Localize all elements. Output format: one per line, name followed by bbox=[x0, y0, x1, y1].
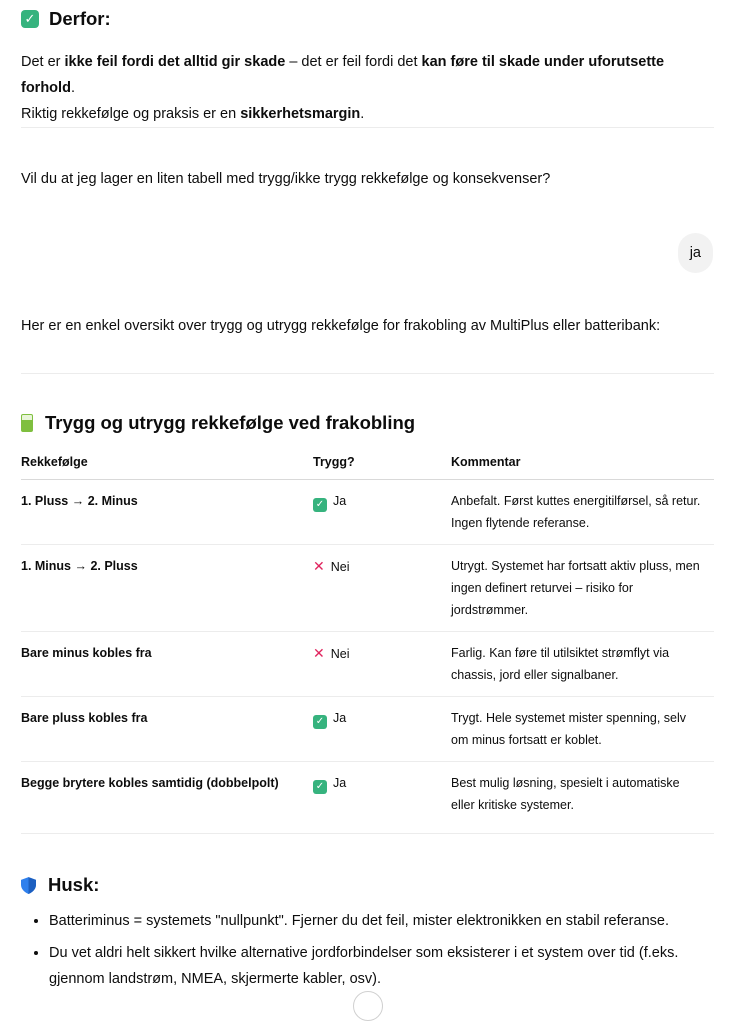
cross-mark-icon: ✕ bbox=[313, 645, 325, 661]
header-safe: Trygg? bbox=[313, 451, 451, 480]
derfor-line-2 bbox=[21, 101, 714, 127]
table-section bbox=[21, 412, 714, 826]
assistant-intro: Her er en enkel oversikt over trygg og utrygg rekkefølge for frakobling av MultiPlus eller batteribank: bbox=[21, 318, 661, 334]
divider bbox=[21, 373, 714, 374]
cell-comment: Trygt. Hele systemet mister spenning, selv om minus fortsatt er koblet. bbox=[451, 697, 714, 762]
cell-order: 1. Minus → 2. Pluss bbox=[21, 545, 313, 632]
header-order: Rekkefølge bbox=[21, 451, 313, 480]
safe-label: Ja bbox=[333, 776, 347, 790]
cell-safe bbox=[313, 697, 451, 762]
husk-list bbox=[21, 908, 714, 992]
list-item: • Du vet aldri helt sikkert hvilke alternative jordforbindelser som eksisterer i et system over tid (f.eks. gjennom landstrøm, NMEA, skjermerte kabler, osv). bbox=[49, 940, 714, 992]
derfor-heading bbox=[21, 8, 714, 30]
cell-comment: Anbefalt. Først kuttes energitilførsel, så retur. Ingen flytende referanse. bbox=[451, 480, 714, 545]
table-row bbox=[21, 632, 714, 697]
cross-mark-icon: ✕ bbox=[313, 558, 325, 574]
divider bbox=[21, 127, 714, 128]
check-mark-icon: ✓ bbox=[21, 10, 39, 28]
safe-label: Nei bbox=[330, 647, 350, 661]
husk-title: Husk: bbox=[48, 874, 100, 895]
bold-span: ikke feil fordi det alltid gir skade bbox=[64, 54, 286, 70]
derfor-title: Derfor: bbox=[49, 8, 111, 29]
safe-label: Ja bbox=[333, 494, 347, 508]
text-span: Det er bbox=[21, 54, 65, 70]
cell-safe bbox=[313, 762, 451, 827]
assistant-question: Vil du at jeg lager en liten tabell med trygg/ikke trygg rekkefølge og konsekvenser? bbox=[21, 171, 551, 187]
text-span: – det er feil fordi det bbox=[285, 54, 422, 70]
cell-order: Begge brytere kobles samtidig (dobbelpolt) bbox=[21, 776, 279, 790]
cell-order: 1. Pluss → 2. Minus bbox=[21, 480, 313, 545]
divider bbox=[21, 833, 714, 834]
check-mark-icon: ✓ bbox=[313, 715, 327, 729]
text-span: . bbox=[70, 80, 75, 96]
cell-safe bbox=[313, 632, 451, 697]
table-header-row bbox=[21, 451, 714, 480]
header-comment: Kommentar bbox=[451, 451, 714, 480]
check-mark-icon: ✓ bbox=[313, 780, 327, 794]
cell-comment: Utrygt. Systemet har fortsatt aktiv pluss, men ingen definert returvei – risiko for jordstrømmer. bbox=[451, 545, 714, 632]
cell-safe bbox=[313, 545, 451, 632]
user-message-bubble: ja bbox=[678, 233, 713, 273]
check-mark-icon: ✓ bbox=[313, 498, 327, 512]
table-row bbox=[21, 762, 714, 827]
cell-order: Bare pluss kobles fra bbox=[21, 697, 313, 762]
derfor-section bbox=[21, 8, 714, 127]
list-item: • Batteriminus = systemets "nullpunkt". Fjerner du det feil, mister elektronikken en stabil referanse. bbox=[49, 908, 714, 934]
cell-safe bbox=[313, 480, 451, 545]
text-span: . bbox=[360, 106, 365, 122]
shield-icon bbox=[21, 877, 36, 894]
safe-label: Ja bbox=[333, 711, 347, 725]
battery-icon bbox=[21, 414, 33, 432]
text-span: Riktig rekkefølge og praksis er en bbox=[21, 106, 241, 122]
safety-table bbox=[21, 451, 714, 826]
husk-heading bbox=[21, 874, 714, 896]
husk-section bbox=[21, 874, 714, 998]
cell-order: Bare minus kobles fra bbox=[21, 632, 313, 697]
table-row bbox=[21, 545, 714, 632]
bold-span: sikkerhetsmargin bbox=[240, 106, 361, 122]
table-heading bbox=[21, 412, 714, 434]
cell-comment: Farlig. Kan føre til utilsiktet strømflyt via chassis, jord eller signalbaner. bbox=[451, 632, 714, 697]
scroll-down-button[interactable] bbox=[353, 991, 383, 1021]
bold-span: kan føre til skade under uforutsette forhold bbox=[21, 54, 665, 96]
table-title: Trygg og utrygg rekkefølge ved frakobling bbox=[45, 412, 416, 433]
table-row bbox=[21, 697, 714, 762]
table-row bbox=[21, 480, 714, 545]
safe-label: Nei bbox=[330, 560, 350, 574]
derfor-line-1 bbox=[21, 49, 714, 101]
cell-comment: Best mulig løsning, spesielt i automatiske eller kritiske systemer. bbox=[451, 776, 680, 812]
